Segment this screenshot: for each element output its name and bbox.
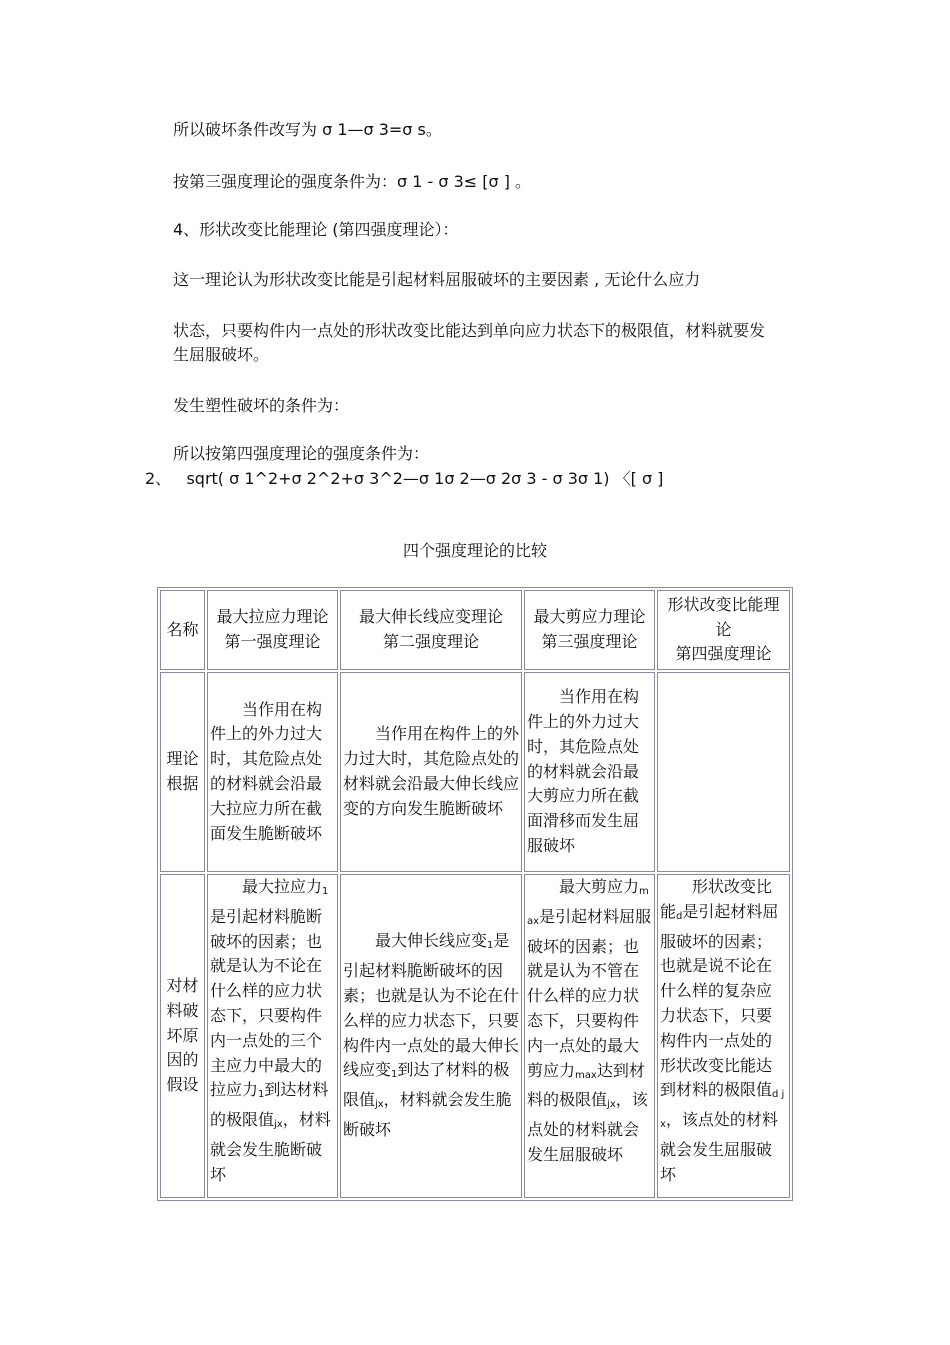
header-fourth-theory-title: 形状改变比能理论 <box>667 594 780 639</box>
header-fourth-theory <box>657 590 790 670</box>
header-third-theory <box>524 590 655 670</box>
cell-first-hypothesis: 最大拉应力$_1$是引起材料脆断破坏的因素；也就是认为不论在什么样的应力状态下，只要构件内一点处的三个主应力中最大的拉应力$_1$到达材料的极限值$_{jx}$，材料就会发生脆断破坏 <box>207 874 338 1198</box>
cell-first-basis: 当作用在构件上的外力过大时，其危险点处的材料就会沿最大拉应力所在截面发生脆断破坏 <box>207 672 338 872</box>
row-label-theory-basis: 理论根据 <box>160 672 205 872</box>
table-header-row <box>160 590 790 670</box>
formula-text: sqrt( σ 1^2+σ 2^2+σ 3^2—σ 1σ 2—σ 2σ 3 - σ 3σ 1) 〈[ σ ] <box>186 469 664 488</box>
header-second-theory-subtitle: 第二强度理论 <box>382 632 479 651</box>
cell-fourth-hypothesis: 形状改变比能$_d$是引起材料屈服破坏的因素；也就是说不论在什么样的复杂应力状态下，只要构件内一点处的形状改变比能达到材料的极限值$_{d jx}$，该点处的材料就会发生屈服破坏 <box>657 874 790 1198</box>
paragraph-plastic-failure: 发生塑性破坏的条件为： <box>173 396 350 415</box>
header-first-theory-subtitle: 第一强度理论 <box>224 632 321 651</box>
paragraph-fourth-theory-detail: 状态，只要构件内一点处的形状改变比能达到单向应力状态下的极限值，材料就要发生屈服破坏。 <box>173 321 766 364</box>
table-row-theory-basis <box>160 672 790 872</box>
cell-third-basis: 当作用在构件上的外力过大时，其危险点处的材料就会沿最大剪应力所在截面滑移而发生屈服破坏 <box>524 672 655 872</box>
header-first-theory <box>207 590 338 670</box>
header-third-theory-subtitle: 第三强度理论 <box>541 632 638 651</box>
table-caption: 四个强度理论的比较 <box>402 541 547 560</box>
header-third-theory-title: 最大剪应力理论 <box>533 607 646 627</box>
comparison-table <box>157 587 793 1201</box>
paragraph-fourth-theory-condition: 所以按第四强度理论的强度条件为： <box>173 444 430 463</box>
cell-second-hypothesis: 最大伸长线应变$_1$是引起材料脆断破坏的因素；也就是认为不论在什么样的应力状态下，只要构件内一点处的最大伸长线应变$_1$到达了材料的极限值$_{jx}$，材料就会发生脆断破坏 <box>340 874 522 1198</box>
row-label-failure-hypothesis: 对材料破坏原因的假设 <box>160 874 205 1198</box>
table-row-failure-hypothesis <box>160 874 790 1198</box>
cell-fourth-basis <box>657 672 790 872</box>
header-first-theory-title: 最大拉应力理论 <box>216 607 329 627</box>
paragraph-third-theory-condition: 按第三强度理论的强度条件为：σ 1 - σ 3≤ [σ ] 。 <box>173 172 532 191</box>
cell-second-basis: 当作用在构件上的外力过大时，其危险点处的材料就会沿最大伸长线应变的方向发生脆断破坏 <box>340 672 522 872</box>
header-fourth-theory-subtitle: 第四强度理论 <box>675 644 772 664</box>
header-second-theory-title: 最大伸长线应变理论 <box>358 607 503 627</box>
cell-third-hypothesis: 最大剪应力$_{max}$是引起材料屈服破坏的因素；也就是认为不管在什么样的应力状态下，只要构件内一点处的最大剪应力$_{max}$达到材料的极限值$_{jx}$，该点处的材料就会发生屈服破坏 <box>524 874 655 1198</box>
paragraph-fourth-theory-intro: 这一理论认为形状改变比能是引起材料屈服破坏的主要因素 , 无论什么应力 <box>173 270 701 289</box>
section-heading-fourth-theory: 4、形状改变比能理论 (第四强度理论）： <box>173 220 459 239</box>
formula-number: 2、 <box>145 469 172 488</box>
header-name: 名称 <box>160 590 205 670</box>
formula-line <box>145 467 663 491</box>
header-second-theory <box>340 590 522 670</box>
paragraph-failure-condition: 所以破坏条件改写为 σ 1—σ 3=σ s。 <box>173 120 442 139</box>
